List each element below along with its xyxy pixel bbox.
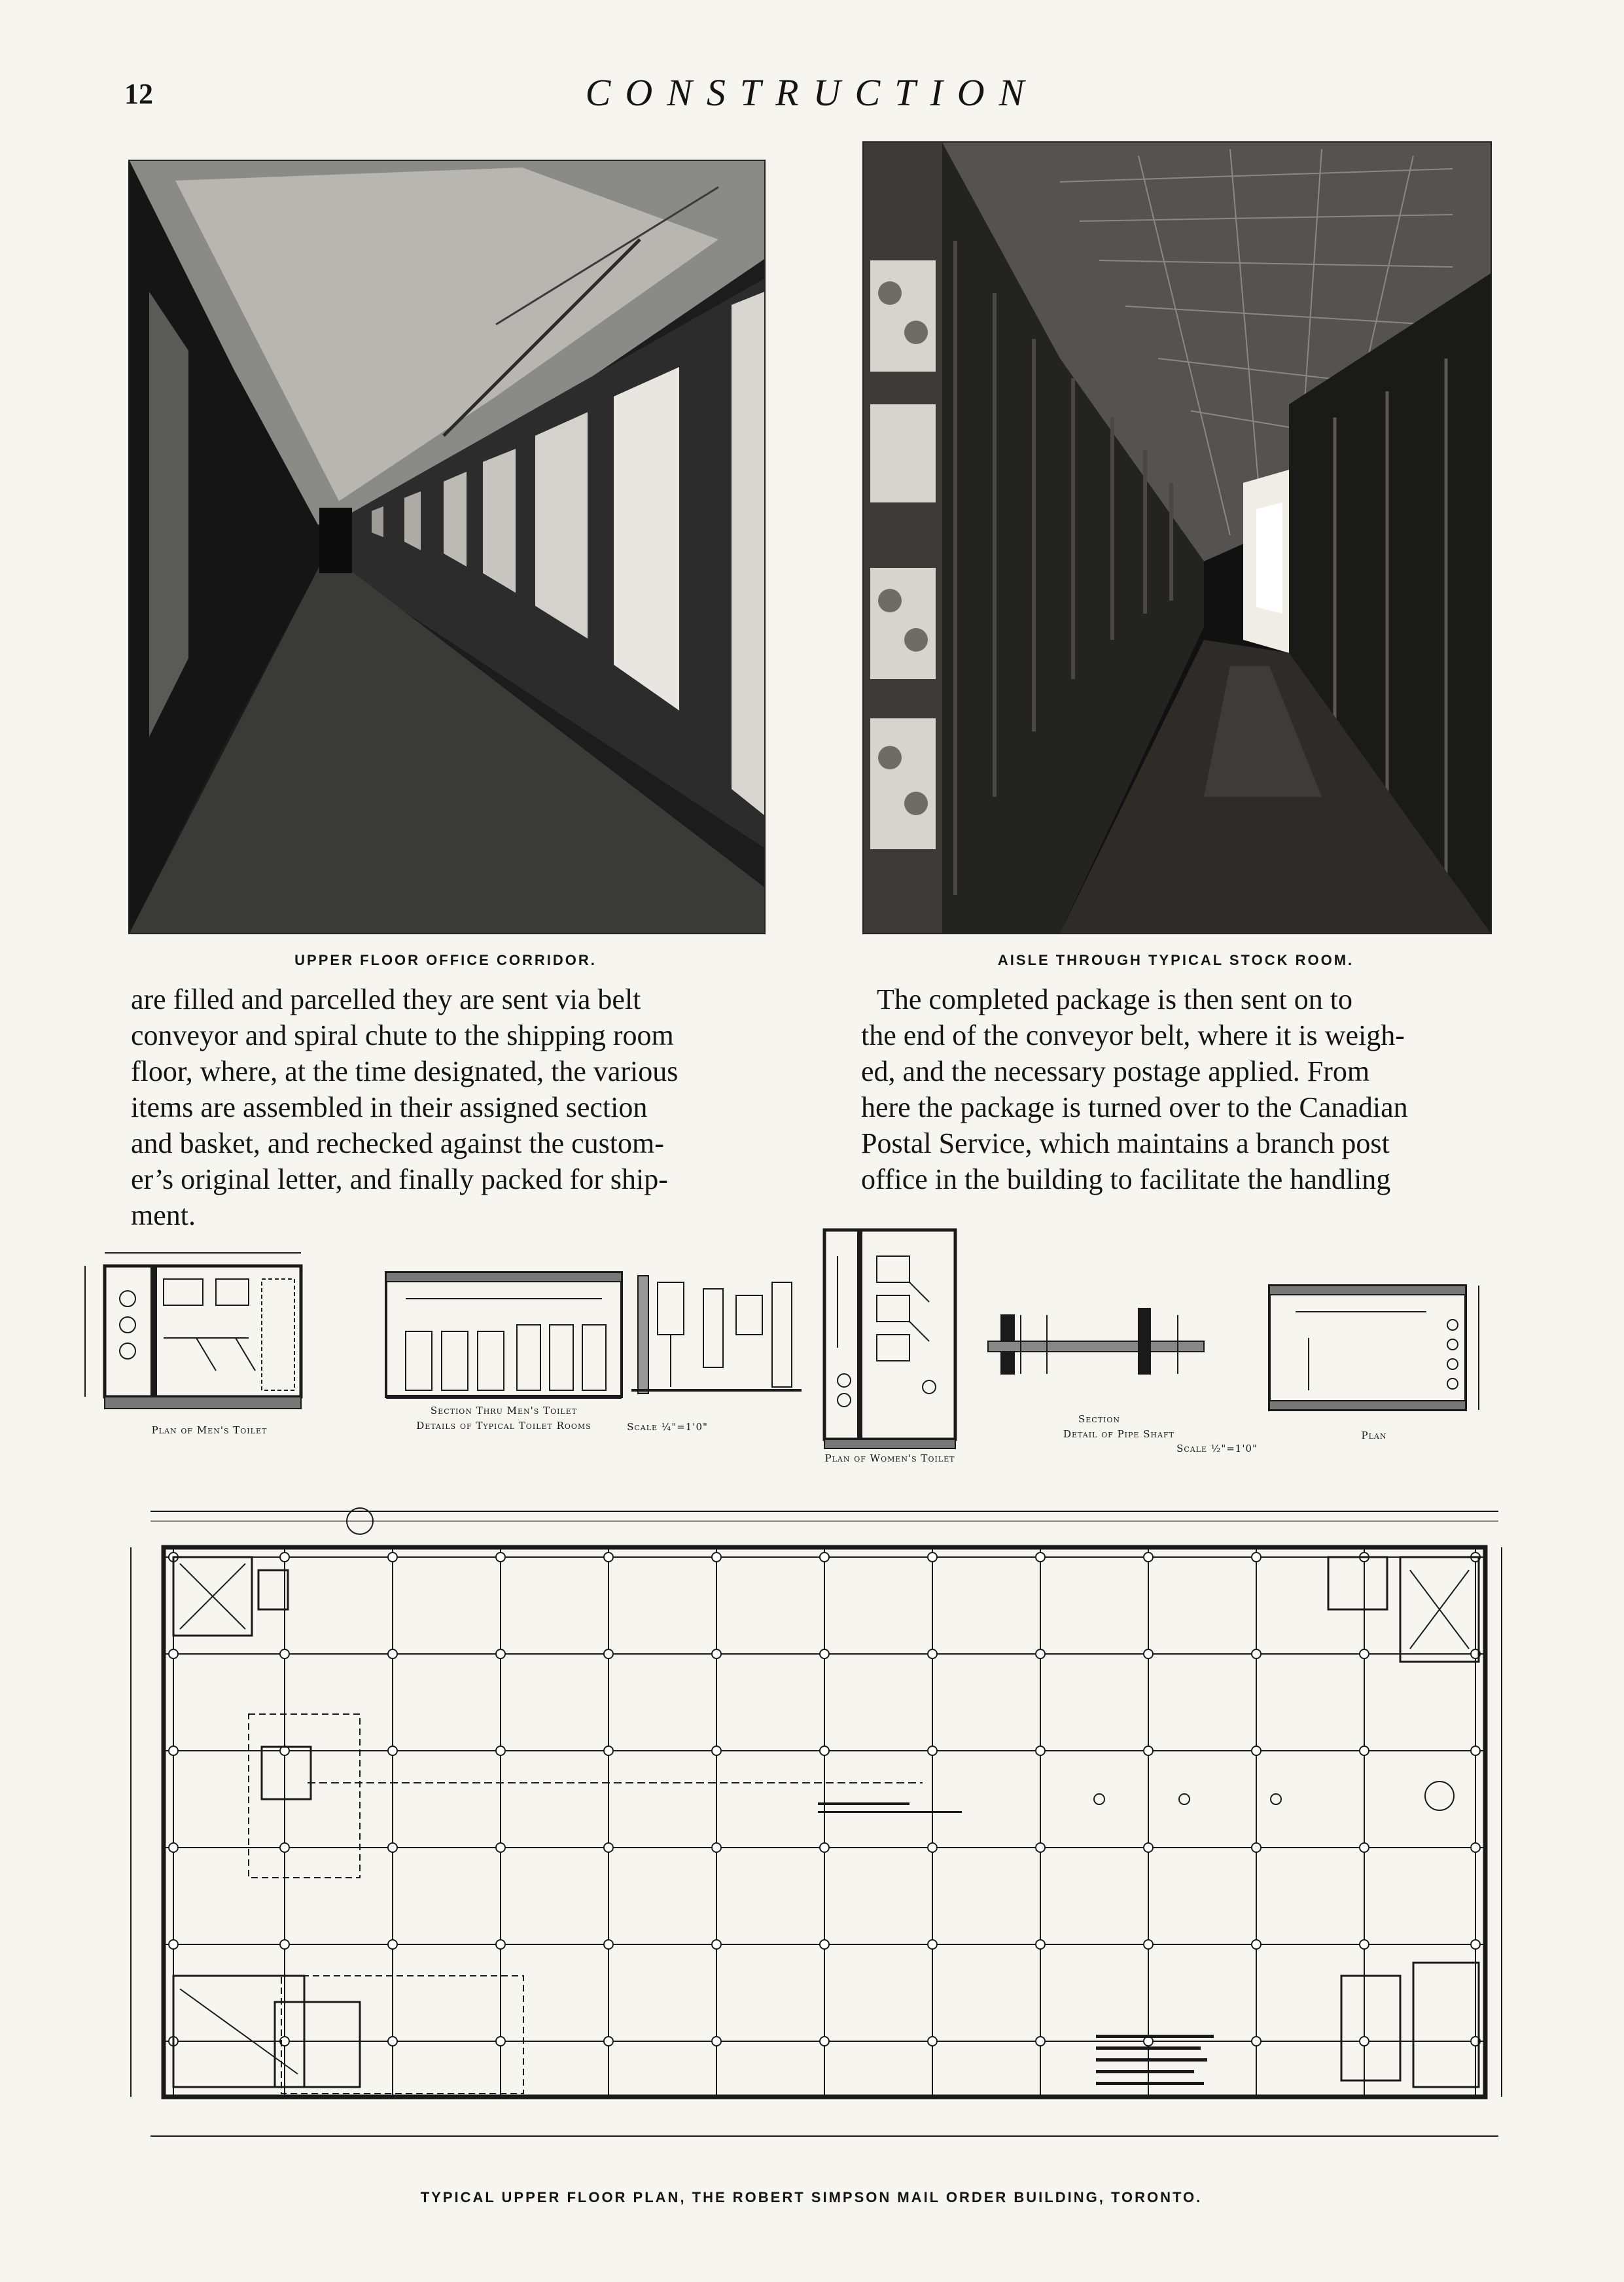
label-toilet-section: Section Thru Men's Toilet bbox=[430, 1405, 578, 1416]
caption-stock-room: AISLE THROUGH TYPICAL STOCK ROOM. bbox=[997, 952, 1354, 968]
drawing-toilet-section bbox=[380, 1259, 628, 1436]
caption-floor-plan: TYPICAL UPPER FLOOR PLAN, THE ROBERT SIMPSON MAIL ORDER BUILDING, TORONTO. bbox=[420, 2189, 1203, 2205]
text-line: are filled and parcelled they are sent via belt bbox=[131, 983, 641, 1015]
text-line: er’s original letter, and finally packed for ship- bbox=[131, 1163, 668, 1195]
caption-office-corridor: UPPER FLOOR OFFICE CORRIDOR. bbox=[294, 952, 597, 968]
text-line: office in the building to facilitate the handling bbox=[861, 1163, 1391, 1195]
drawing-shaft-plan bbox=[1256, 1273, 1492, 1449]
text-column-right bbox=[861, 981, 1494, 1197]
label-mens-toilet-plan: Plan of Men's Toilet bbox=[151, 1424, 268, 1436]
floor-plan bbox=[111, 1492, 1511, 2172]
text-line: ment. bbox=[131, 1199, 196, 1231]
text-line: floor, where, at the time designated, the various bbox=[131, 1055, 679, 1087]
text-line: Postal Service, which maintains a branch post bbox=[861, 1127, 1390, 1159]
label-toilet-details: Details of Typical Toilet Rooms bbox=[416, 1420, 591, 1431]
photo-office-corridor bbox=[128, 160, 766, 934]
label-shaft-plan: Plan bbox=[1361, 1430, 1387, 1441]
text-line: here the package is turned over to the Canadian bbox=[861, 1091, 1408, 1123]
text-line: The completed package is then sent on to bbox=[877, 983, 1352, 1015]
drawing-mens-toilet-plan bbox=[65, 1240, 353, 1436]
text-line: items are assembled in their assigned section bbox=[131, 1091, 648, 1123]
photo-stock-room bbox=[862, 141, 1492, 934]
label-womens-toilet-plan: Plan of Women's Toilet bbox=[824, 1452, 955, 1464]
running-head: CONSTRUCTION bbox=[585, 71, 1039, 114]
drawing-womens-toilet-plan bbox=[811, 1217, 968, 1466]
text-line: and basket, and rechecked against the custom- bbox=[131, 1127, 664, 1159]
text-column-left bbox=[131, 981, 779, 1233]
drawing-fixture-elevations bbox=[631, 1269, 802, 1400]
label-pipe-shaft-detail: Detail of Pipe Shaft bbox=[1063, 1428, 1174, 1440]
page-number: 12 bbox=[124, 78, 153, 110]
drawing-pipe-shaft-section bbox=[981, 1302, 1230, 1400]
label-pipe-shaft-section: Section bbox=[1078, 1413, 1121, 1425]
text-line: ed, and the necessary postage applied. From bbox=[861, 1055, 1370, 1087]
text-line: the end of the conveyor belt, where it is weigh- bbox=[861, 1019, 1405, 1051]
label-pipe-shaft-scale: Scale ½"=1'0" bbox=[1176, 1443, 1258, 1454]
text-line: conveyor and spiral chute to the shipping room bbox=[131, 1019, 674, 1051]
label-toilet-scale: Scale ¼"=1'0" bbox=[627, 1421, 708, 1433]
